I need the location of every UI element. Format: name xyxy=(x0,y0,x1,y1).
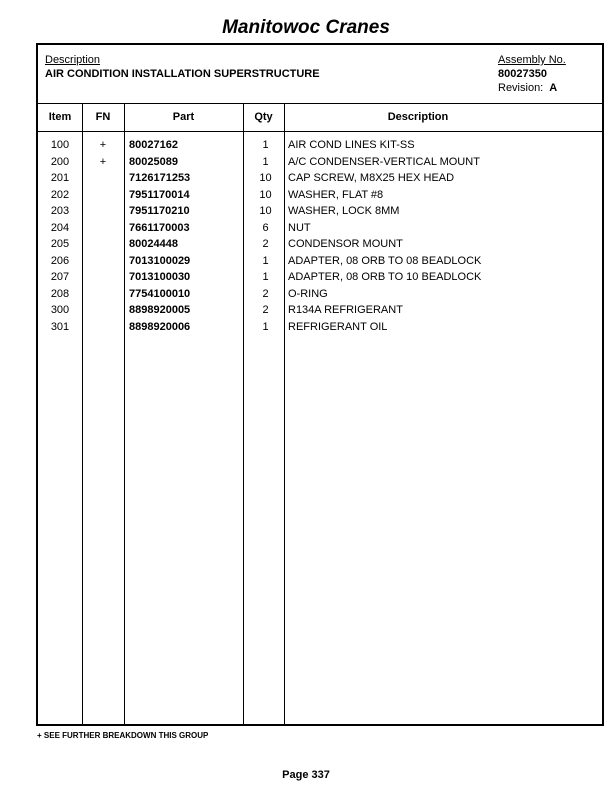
description-cell: R134A REFRIGERANT xyxy=(288,304,403,316)
footnote: + SEE FURTHER BREAKDOWN THIS GROUP xyxy=(37,731,209,740)
revision xyxy=(498,82,557,94)
assembly-number-label: Assembly No. xyxy=(498,54,566,66)
description-cell: ADAPTER, 08 ORB TO 08 BEADLOCK xyxy=(288,254,482,267)
item-cell: 200 xyxy=(50,155,70,168)
quantity-cell: 1 xyxy=(262,320,269,333)
part-number-cell: 7951170210 xyxy=(129,205,190,217)
item-cell: 203 xyxy=(50,205,70,217)
column-header-divider xyxy=(38,131,602,132)
table-row xyxy=(38,172,602,189)
description-cell: WASHER, LOCK 8MM xyxy=(288,205,400,217)
quantity-cell: 10 xyxy=(259,188,272,201)
fn-cell: + xyxy=(99,139,107,151)
header-divider xyxy=(38,103,602,104)
column-header-qty: Qty xyxy=(254,111,273,123)
table-body xyxy=(38,139,602,337)
assembly-description: AIR CONDITION INSTALLATION SUPERSTRUCTURE xyxy=(45,68,320,80)
description-cell: WASHER, FLAT #8 xyxy=(288,188,384,201)
description-label: Description xyxy=(45,54,101,66)
part-number-cell: 80024448 xyxy=(129,238,178,250)
quantity-cell: 1 xyxy=(262,254,269,267)
item-cell: 100 xyxy=(50,139,70,151)
table-row xyxy=(38,189,602,206)
page-title: Manitowoc Cranes xyxy=(222,17,390,38)
item-cell: 301 xyxy=(50,320,70,333)
part-number-cell: 8898920006 xyxy=(129,320,191,333)
table-row xyxy=(38,139,602,156)
item-cell: 201 xyxy=(50,172,70,184)
description-cell: AIR COND LINES KIT-SS xyxy=(288,139,415,151)
description-cell: CAP SCREW, M8X25 HEX HEAD xyxy=(288,172,455,184)
table-row xyxy=(38,321,602,338)
table-row xyxy=(38,222,602,239)
part-number-cell: 7126171253 xyxy=(129,172,191,184)
description-cell: A/C CONDENSER-VERTICAL MOUNT xyxy=(288,155,480,168)
revision-value: A xyxy=(549,82,558,94)
quantity-cell: 1 xyxy=(262,139,269,151)
part-number-cell: 80027162 xyxy=(129,139,178,151)
quantity-cell: 10 xyxy=(259,205,272,217)
part-number-cell: 7013100029 xyxy=(129,254,191,267)
part-number-cell: 7013100030 xyxy=(129,271,191,283)
part-number-cell: 8898920005 xyxy=(129,304,191,316)
part-number-cell: 80025089 xyxy=(129,155,178,168)
table-row xyxy=(38,156,602,173)
column-header-part: Part xyxy=(172,111,195,123)
item-cell: 207 xyxy=(50,271,70,283)
description-cell: ADAPTER, 08 ORB TO 10 BEADLOCK xyxy=(288,271,482,283)
quantity-cell: 10 xyxy=(259,172,272,184)
column-header-description: Description xyxy=(387,111,449,123)
table-row xyxy=(38,238,602,255)
quantity-cell: 2 xyxy=(262,304,269,316)
column-header-fn: FN xyxy=(95,111,111,123)
quantity-cell: 6 xyxy=(262,221,269,234)
fn-cell: + xyxy=(99,155,107,168)
quantity-cell: 1 xyxy=(262,155,269,168)
revision-label: Revision: xyxy=(498,82,544,94)
description-cell: CONDENSOR MOUNT xyxy=(288,238,403,250)
table-row xyxy=(38,271,602,288)
item-cell: 208 xyxy=(50,287,70,300)
table-row xyxy=(38,255,602,272)
quantity-cell: 2 xyxy=(262,287,269,300)
part-number-cell: 7951170014 xyxy=(129,188,190,201)
description-cell: O-RING xyxy=(288,287,328,300)
item-cell: 300 xyxy=(50,304,70,316)
part-number-cell: 7754100010 xyxy=(129,287,191,300)
part-number-cell: 7661170003 xyxy=(129,221,190,234)
description-cell: REFRIGERANT OIL xyxy=(288,320,388,333)
table-row xyxy=(38,304,602,321)
table-row xyxy=(38,205,602,222)
item-cell: 205 xyxy=(50,238,70,250)
parts-table xyxy=(36,43,604,726)
quantity-cell: 1 xyxy=(262,271,269,283)
column-header-item: Item xyxy=(48,111,72,123)
description-cell: NUT xyxy=(288,221,311,234)
item-cell: 204 xyxy=(50,221,70,234)
quantity-cell: 2 xyxy=(262,238,269,250)
item-cell: 202 xyxy=(50,188,70,201)
table-row xyxy=(38,288,602,305)
assembly-number: 80027350 xyxy=(498,68,547,80)
item-cell: 206 xyxy=(50,254,70,267)
page-number: Page 337 xyxy=(282,769,330,781)
